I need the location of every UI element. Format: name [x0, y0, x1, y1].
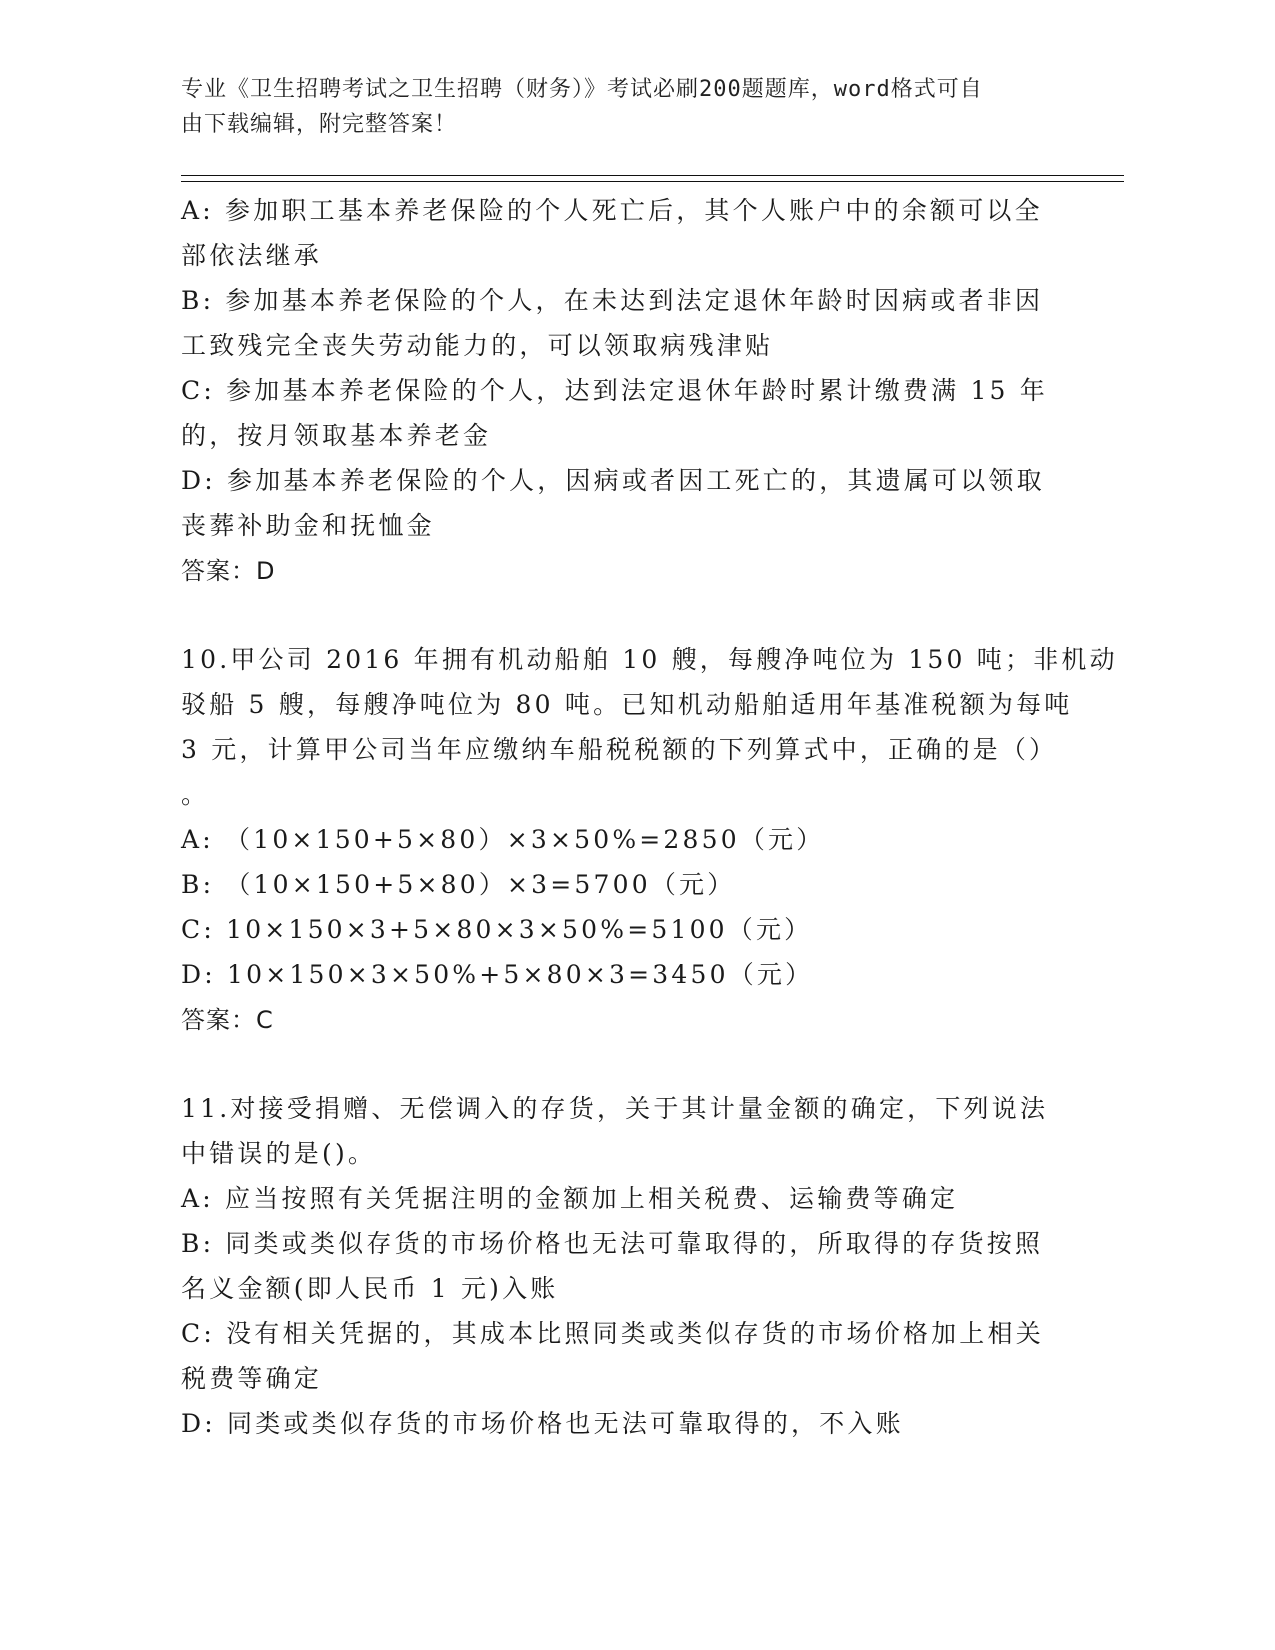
question-list — [181, 188, 1118, 1446]
option-c-line-2: 的，按月领取基本养老金 — [181, 421, 492, 450]
question-stem-line-1: 11.对接受捐赠、无偿调入的存货，关于其计量金额的确定，下列说法 — [181, 1094, 1049, 1123]
option-a-line-2: 部依法继承 — [181, 241, 323, 270]
option-d-line-1: D: 参加基本养老保险的个人，因病或者因工死亡的，其遗属可以领取 — [181, 466, 1045, 495]
question-stem-line-4: 。 — [181, 780, 210, 809]
question-spacer — [181, 1043, 1081, 1086]
document-header — [181, 72, 1041, 142]
option-c: C: 10×150×3+5×80×3×50%=5100（元） — [181, 915, 813, 944]
option-a: A: 应当按照有关凭据注明的金额加上相关税费、运输费等确定 — [181, 1184, 959, 1213]
option-d: D: 同类或类似存货的市场价格也无法可靠取得的，不入账 — [181, 1409, 904, 1438]
question-11 — [181, 1086, 1081, 1446]
question-spacer — [181, 594, 1081, 637]
question-stem-line-1: 10.甲公司 2016 年拥有机动船舶 10 艘，每艘净吨位为 150 吨；非机动 — [181, 645, 1118, 674]
question-stem-line-3: 3 元，计算甲公司当年应缴纳车船税税额的下列算式中，正确的是（） — [181, 735, 1058, 764]
option-c-line-1: C: 参加基本养老保险的个人，达到法定退休年龄时累计缴费满 15 年 — [181, 376, 1049, 405]
option-d-line-2: 丧葬补助金和抚恤金 — [181, 511, 435, 540]
header-title-line-1: 专业《卫生招聘考试之卫生招聘（财务）》考试必刷200题题库，word格式可自 — [181, 77, 983, 102]
option-a-line-1: A: 参加职工基本养老保险的个人死亡后，其个人账户中的余额可以全 — [181, 196, 1043, 225]
option-b: B: （10×150+5×80）×3=5700（元） — [181, 870, 736, 899]
option-c-line-2: 税费等确定 — [181, 1364, 323, 1393]
option-b-line-1: B: 参加基本养老保险的个人，在未达到法定退休年龄时因病或者非因 — [181, 286, 1044, 315]
question-stem-line-2: 中错误的是()。 — [181, 1139, 377, 1168]
answer: 答案：C — [181, 1006, 274, 1034]
option-b-line-1: B: 同类或类似存货的市场价格也无法可靠取得的，所取得的存货按照 — [181, 1229, 1044, 1258]
option-b-line-2: 工致残完全丧失劳动能力的，可以领取病残津贴 — [181, 331, 774, 360]
option-a: A: （10×150+5×80）×3×50%=2850（元） — [181, 825, 825, 854]
question-10 — [181, 637, 1118, 1043]
option-d: D: 10×150×3×50%+5×80×3=3450（元） — [181, 960, 814, 989]
header-title-line-2: 由下载编辑，附完整答案！ — [181, 112, 458, 137]
header-divider-top — [181, 175, 1124, 176]
option-c-line-1: C: 没有相关凭据的，其成本比照同类或类似存货的市场价格加上相关 — [181, 1319, 1044, 1348]
answer: 答案：D — [181, 557, 276, 585]
question-stem-line-2: 驳船 5 艘，每艘净吨位为 80 吨。已知机动船舶适用年基准税额为每吨 — [181, 690, 1073, 719]
option-b-line-2: 名义金额(即人民币 1 元)入账 — [181, 1274, 559, 1303]
header-divider-bottom — [181, 181, 1124, 182]
question-9 — [181, 188, 1081, 594]
